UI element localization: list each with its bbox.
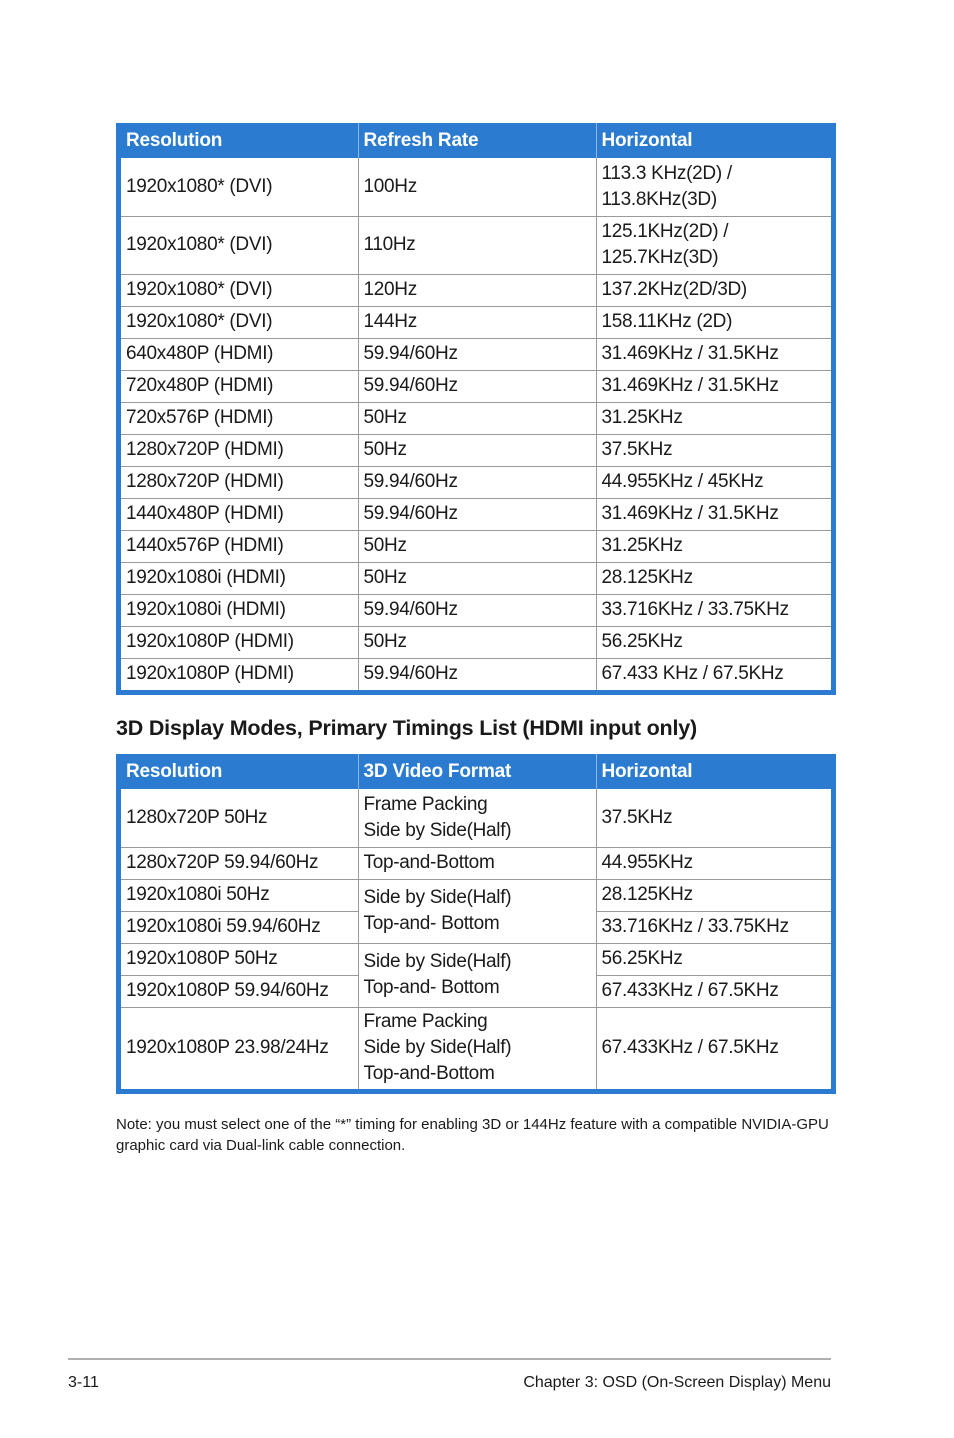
table-row xyxy=(121,338,831,370)
table-row xyxy=(121,498,831,530)
cell-resolution: 1280x720P 50Hz xyxy=(121,789,358,847)
cell-line: Top-and- Bottom xyxy=(363,913,500,934)
cell-horizontal: 28.125KHz xyxy=(596,562,831,594)
cell-resolution: 1920x1080* (DVI) xyxy=(121,216,358,274)
cell-horizontal: 33.716KHz / 33.75KHz xyxy=(596,911,831,943)
cell-line: 125.1KHz(2D) / xyxy=(601,221,729,242)
table-row xyxy=(121,847,831,879)
cell-resolution: 1280x720P 59.94/60Hz xyxy=(121,847,358,879)
table-row xyxy=(121,306,831,338)
cell-line: Top-and-Bottom xyxy=(363,1063,495,1085)
timing-table-2d xyxy=(116,123,836,695)
cell-resolution: 1920x1080P 50Hz xyxy=(121,943,358,975)
page-number: 3-11 xyxy=(68,1374,99,1391)
cell-horizontal: 37.5KHz xyxy=(596,434,831,466)
cell-horizontal: 28.125KHz xyxy=(596,879,831,911)
cell-resolution: 1440x480P (HDMI) xyxy=(121,498,358,530)
chapter-title: Chapter 3: OSD (On-Screen Display) Menu xyxy=(523,1374,831,1391)
footnote: Note: you must select one of the “*” timing for enabling 3D or 144Hz feature with a compatible NVIDIA-GPU graphic card via Dual-link cable connection. xyxy=(116,1116,829,1154)
header-horizontal: Horizontal xyxy=(596,754,831,789)
cell-horizontal: 33.716KHz / 33.75KHz xyxy=(596,594,831,626)
cell-refresh-rate: 100Hz xyxy=(358,158,596,216)
cell-line: Side by Side(Half) xyxy=(363,951,512,972)
table-row xyxy=(121,402,831,434)
cell-resolution: 1920x1080i (HDMI) xyxy=(121,562,358,594)
cell-video-format xyxy=(358,943,596,1007)
footer-divider xyxy=(68,1358,831,1360)
cell-refresh-rate: 59.94/60Hz xyxy=(358,498,596,530)
cell-resolution: 1920x1080P (HDMI) xyxy=(121,658,358,690)
cell-horizontal: 67.433 KHz / 67.5KHz xyxy=(601,663,784,685)
header-resolution: Resolution xyxy=(121,123,358,158)
table-row xyxy=(121,943,831,975)
cell-refresh-rate: 110Hz xyxy=(358,216,596,274)
table-row xyxy=(121,530,831,562)
cell-resolution: 640x480P (HDMI) xyxy=(121,338,358,370)
table-row xyxy=(121,216,831,274)
timing-table-3d-grid xyxy=(121,754,831,1089)
cell-horizontal: 31.469KHz / 31.5KHz xyxy=(596,498,831,530)
table-row xyxy=(121,594,831,626)
cell-line: 113.8KHz(3D) xyxy=(601,188,717,210)
cell-horizontal: 67.433KHz / 67.5KHz xyxy=(596,975,831,1007)
cell-resolution: 720x480P (HDMI) xyxy=(121,370,358,402)
cell-refresh-rate: 59.94/60Hz xyxy=(358,370,596,402)
header-horizontal: Horizontal xyxy=(596,123,831,158)
cell-resolution: 1280x720P (HDMI) xyxy=(121,466,358,498)
cell-horizontal: 31.469KHz / 31.5KHz xyxy=(596,338,831,370)
cell-line: Top-and- Bottom xyxy=(363,977,500,998)
cell-resolution: 1920x1080P 59.94/60Hz xyxy=(121,975,358,1007)
cell-resolution: 1920x1080* (DVI) xyxy=(121,306,358,338)
cell-video-format xyxy=(358,1007,596,1089)
cell-horizontal: 31.25KHz xyxy=(596,402,831,434)
cell-refresh-rate: 120Hz xyxy=(358,274,596,306)
cell-refresh-rate: 59.94/60Hz xyxy=(358,338,596,370)
cell-resolution: 1920x1080* (DVI) xyxy=(121,274,358,306)
cell-horizontal: 56.25KHz xyxy=(596,943,831,975)
table-row xyxy=(121,658,831,690)
table-row xyxy=(121,879,831,911)
cell-refresh-rate: 144Hz xyxy=(358,306,596,338)
cell-resolution: 1920x1080P 23.98/24Hz xyxy=(121,1007,358,1089)
table-row xyxy=(121,562,831,594)
cell-refresh-rate: 50Hz xyxy=(358,530,596,562)
cell-resolution: 1920x1080P (HDMI) xyxy=(121,626,358,658)
cell-refresh-rate: 50Hz xyxy=(358,562,596,594)
cell-resolution: 720x576P (HDMI) xyxy=(121,402,358,434)
table-row xyxy=(121,1007,831,1089)
cell-line: 125.7KHz(3D) xyxy=(601,247,719,268)
cell-video-format xyxy=(358,879,596,943)
cell-horizontal: 31.469KHz / 31.5KHz xyxy=(596,370,831,402)
cell-video-format: Top-and-Bottom xyxy=(358,847,596,879)
cell-horizontal: 56.25KHz xyxy=(596,626,831,658)
timing-table-3d xyxy=(116,754,836,1094)
cell-refresh-rate: 59.94/60Hz xyxy=(358,658,596,690)
table-row xyxy=(121,789,831,847)
cell-resolution: 1920x1080i (HDMI) xyxy=(121,594,358,626)
table-row xyxy=(121,370,831,402)
header-refresh-rate: Refresh Rate xyxy=(358,123,596,158)
cell-horizontal: 37.5KHz xyxy=(596,789,831,847)
cell-resolution: 1920x1080* (DVI) xyxy=(121,158,358,216)
table-row xyxy=(121,274,831,306)
table-row xyxy=(121,466,831,498)
cell-horizontal xyxy=(596,216,831,274)
table-row xyxy=(121,626,831,658)
cell-horizontal xyxy=(596,158,831,216)
cell-refresh-rate: 50Hz xyxy=(358,626,596,658)
cell-line: Side by Side(Half) xyxy=(363,1037,512,1059)
header-resolution: Resolution xyxy=(121,754,358,789)
cell-refresh-rate: 50Hz xyxy=(358,402,596,434)
cell-line: Frame Packing xyxy=(363,793,488,815)
table-row xyxy=(121,434,831,466)
cell-refresh-rate: 50Hz xyxy=(358,434,596,466)
table-row xyxy=(121,158,831,216)
cell-resolution: 1440x576P (HDMI) xyxy=(121,530,358,562)
cell-horizontal: 137.2KHz(2D/3D) xyxy=(596,274,831,306)
cell-resolution: 1920x1080i 50Hz xyxy=(121,879,358,911)
table-header-row xyxy=(121,754,831,789)
cell-line: 113.3 KHz(2D) / xyxy=(601,162,732,184)
section-heading: 3D Display Modes, Primary Timings List (HDMI input only) xyxy=(116,716,697,740)
cell-line: Frame Packing xyxy=(363,1011,488,1033)
cell-line: Side by Side(Half) xyxy=(363,819,512,841)
table-header-row xyxy=(121,123,831,158)
cell-line: Side by Side(Half) xyxy=(363,887,512,908)
cell-horizontal: 31.25KHz xyxy=(596,530,831,562)
cell-horizontal: 44.955KHz xyxy=(596,847,831,879)
cell-resolution: 1280x720P (HDMI) xyxy=(121,434,358,466)
timing-table-2d-grid xyxy=(121,123,831,690)
header-3d-video-format: 3D Video Format xyxy=(358,754,596,789)
cell-video-format xyxy=(358,789,596,847)
cell-refresh-rate: 59.94/60Hz xyxy=(358,466,596,498)
cell-horizontal: 67.433KHz / 67.5KHz xyxy=(601,1037,779,1059)
cell-resolution: 1920x1080i 59.94/60Hz xyxy=(121,911,358,943)
cell-refresh-rate: 59.94/60Hz xyxy=(358,594,596,626)
cell-horizontal: 158.11KHz (2D) xyxy=(596,306,831,338)
cell-horizontal: 44.955KHz / 45KHz xyxy=(596,466,831,498)
